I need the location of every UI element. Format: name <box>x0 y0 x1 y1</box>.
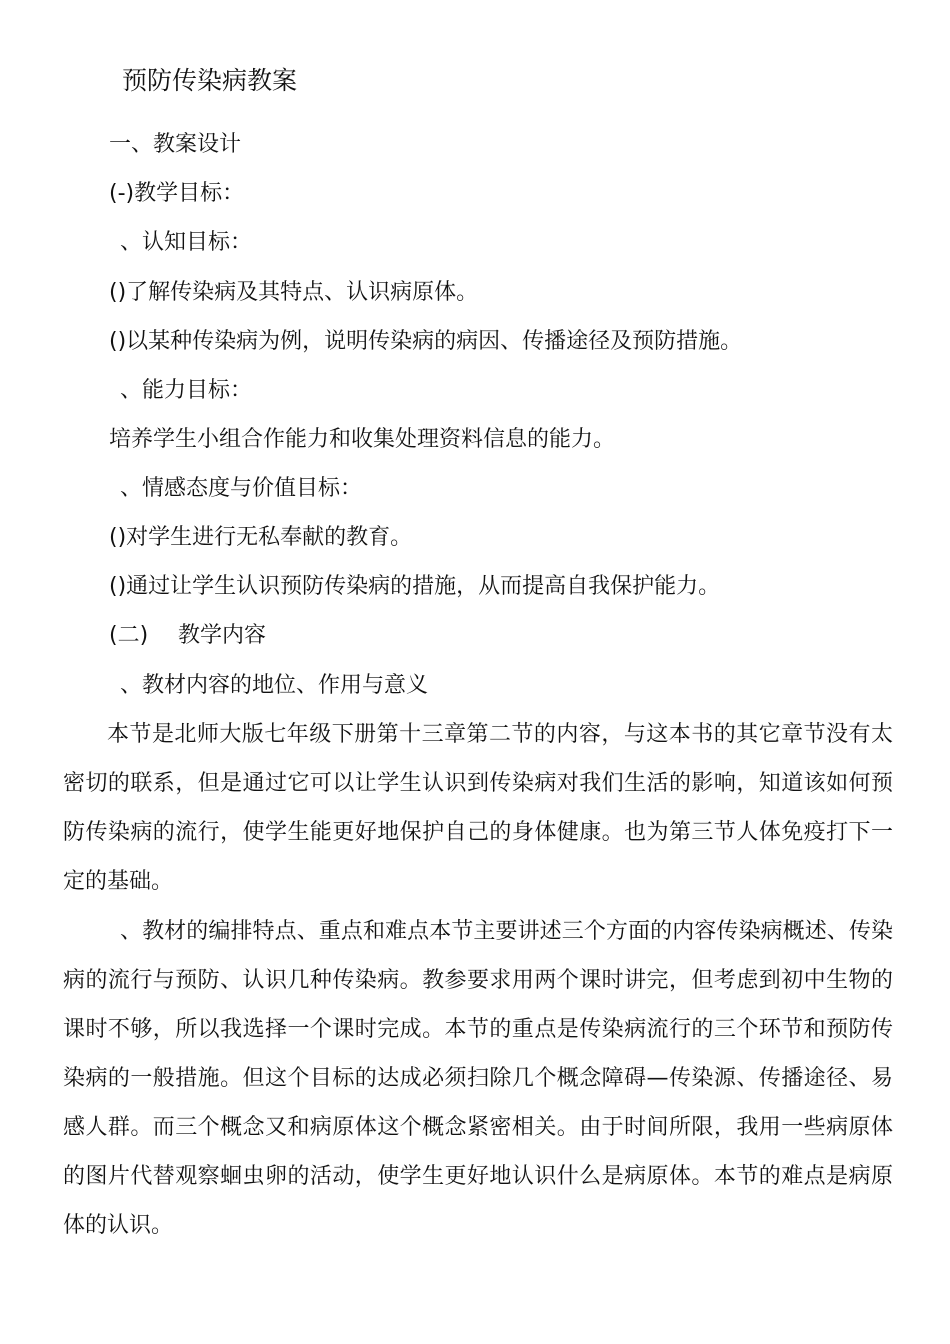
subsection-heading-objectives: (-)教学目标： <box>109 181 245 206</box>
objective-ability-item: 培养学生小组合作能力和收集处理资料信息的能力。 <box>109 427 616 452</box>
objective-cognitive-item-2: ()以某种传染病为例，说明传染病的病因、传播途径及预防措施。 <box>109 329 743 354</box>
objective-emotion-heading: 、情感态度与价值目标： <box>120 476 363 501</box>
paragraph-features-text: 、教材的编排特点、重点和难点本节主要讲述三个方面的内容传染病概述、传染病的流行与预防、认识几种传染病。教参要求用两个课时讲完，但考虑到初中生物的课时不够，所以我选择一个课时完成。本节的重点是传染病流行的三个环节和预防传染病的一般措施。但这个目标的达成必须扫除几个概念障碍—传染源、传播途径、易感人群。而三个概念又和病原体这个概念紧密相关。由于时间所限，我用一些病原体的图片代替观察蛔虫卵的活动，使学生更好地认识什么是病原体。本节的难点是病原体的认识。 <box>63 919 893 1238</box>
document-title: 预防传染病教案 <box>122 66 298 95</box>
content-heading-position: 、教材内容的地位、作用与意义 <box>120 673 429 698</box>
subsection-heading-content: 教学内容 <box>178 623 267 648</box>
subsection-number-content: (二) <box>109 623 149 648</box>
paragraph-features <box>63 907 893 1250</box>
objective-emotion-item-1: ()对学生进行无私奉献的教育。 <box>109 525 413 550</box>
objective-ability-heading: 、能力目标： <box>120 378 253 403</box>
objective-cognitive-item-1: ()了解传染病及其特点、认识病原体。 <box>109 280 479 305</box>
objective-cognitive-heading: 、认知目标： <box>120 230 253 255</box>
paragraph-position-text: 本节是北师大版七年级下册第十三章第二节的内容，与这本书的其它章节没有太密切的联系，但是通过它可以让学生认识到传染病对我们生活的影响，知道该如何预防传染病的流行，使学生能更好地保护自己的身体健康。也为第三节人体免疫打下一定的基础。 <box>63 722 893 894</box>
objective-emotion-item-2: ()通过让学生认识预防传染病的措施，从而提高自我保护能力。 <box>109 574 721 599</box>
paragraph-position <box>63 710 893 906</box>
section-heading-design: 一、教案设计 <box>109 132 242 157</box>
